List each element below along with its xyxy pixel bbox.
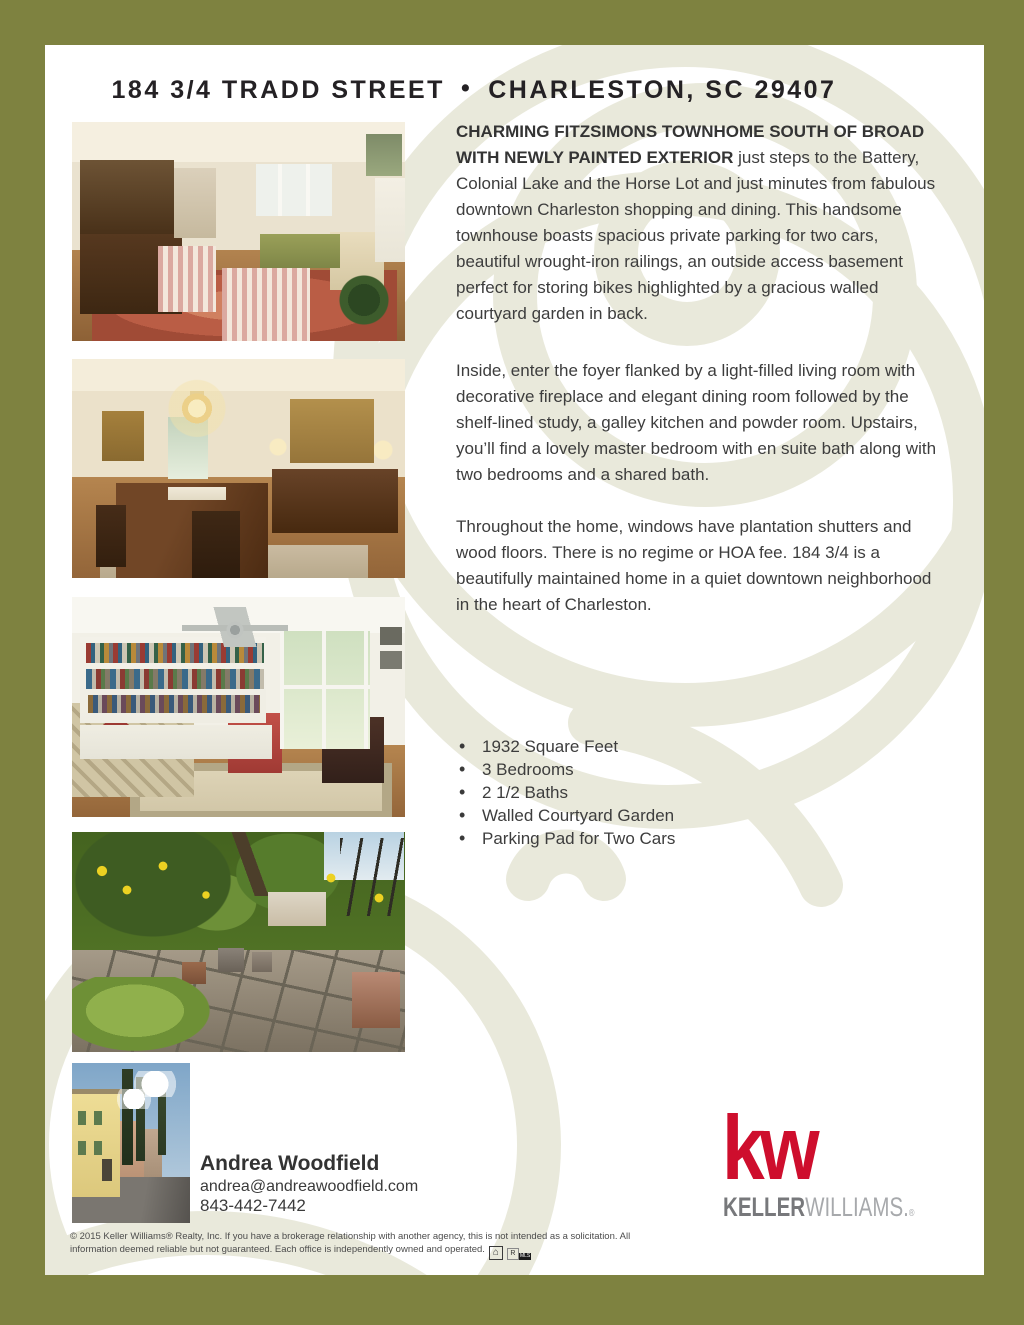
title-separator: • xyxy=(460,74,473,102)
brand-williams: WILLIAMS. xyxy=(805,1192,909,1222)
realtor-r-icon: R xyxy=(507,1248,519,1260)
equal-housing-icon: ⌂ xyxy=(489,1246,503,1260)
realtor-mls-icon xyxy=(507,1248,531,1260)
disclaimer-text: © 2015 Keller Williams® Realty, Inc. If you have a brokerage relationship with another agency, this is not intended as a solicitation. All information deemed reliable but not guaranteed. Each office is independently owned and operated. xyxy=(70,1231,631,1255)
description-lead-rest: just steps to the Battery, Colonial Lake and the Horse Lot and just minutes from fabulous downtown Charleston shopping and dining. This handsome townhouse boasts spacious private parking for two cars, beautiful wrought-iron railings, an outside access basement perfect for storing bikes highlighted by a gracious walled courtyard garden in back. xyxy=(456,148,936,323)
agent-email: andrea@andreawoodfield.com xyxy=(200,1178,419,1195)
feature-item: • 2 1/2 Baths xyxy=(456,781,876,804)
agent-info xyxy=(200,1151,418,1216)
keller-williams-kw-logo: kw xyxy=(722,1097,815,1199)
photo-street-view xyxy=(72,1063,190,1223)
feature-item: • 3 Bedrooms xyxy=(456,758,876,781)
description-paragraph-3: Throughout the home, windows have plantation shutters and wood floors. There is no regime or HOA fee. 184 3/4 is a beautifully maintained home in a quiet downtown neighborhood in the heart of Charleston. xyxy=(456,517,932,614)
agent-phone: 843-442-7442 xyxy=(200,1196,306,1215)
photo-living-room xyxy=(72,122,405,341)
feature-item: • Walled Courtyard Garden xyxy=(456,804,876,827)
title-city: CHARLESTON, SC 29407 xyxy=(488,76,837,104)
photo-courtyard-garden xyxy=(72,832,405,1052)
description-paragraph-1 xyxy=(456,119,945,327)
photo-dining-room xyxy=(72,359,405,578)
title-address: 184 3/4 TRADD STREET xyxy=(111,76,445,104)
legal-disclaimer xyxy=(70,1231,645,1260)
feature-item: • 1932 Square Feet xyxy=(456,735,876,758)
feature-item: • Parking Pad for Two Cars xyxy=(456,827,876,850)
feature-list xyxy=(456,735,876,850)
description-paragraph-2: Inside, enter the foyer flanked by a light-filled living room with decorative fireplace and elegant dining room followed by the shelf-lined study, a galley kitchen and powder room. Upstairs, you’ll find a lovely master bedroom with en suite bath along with two bedrooms and a shared bath. xyxy=(456,361,937,484)
mls-badge-icon: MLS xyxy=(519,1252,531,1259)
brand-keller: KELLER xyxy=(723,1192,806,1222)
photo-study xyxy=(72,597,405,817)
page-title xyxy=(45,73,903,107)
registered-mark: ® xyxy=(908,1208,915,1219)
keller-williams-wordmark xyxy=(723,1192,914,1229)
agent-name: Andrea Woodfield xyxy=(200,1152,380,1175)
flyer-page xyxy=(45,45,984,1275)
description-lead-bold: CHARMING FITZSIMONS TOWNHOME SOUTH OF BROAD WITH NEWLY PAINTED EXTERIOR xyxy=(456,122,925,167)
